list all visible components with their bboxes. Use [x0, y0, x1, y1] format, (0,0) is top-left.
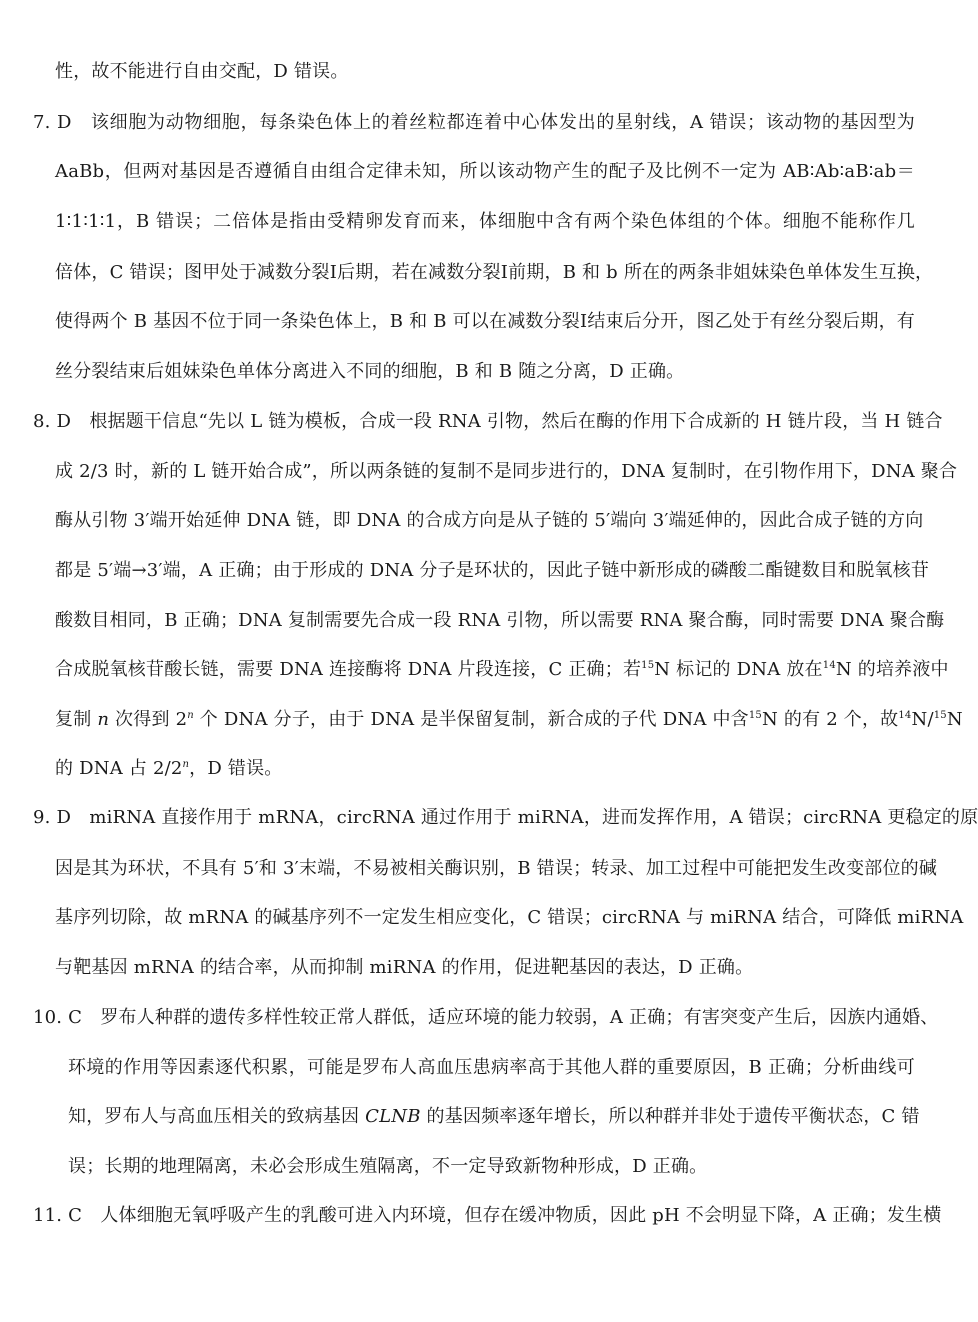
q10-line-1: 10. C 罗布人种群的遗传多样性较正常人群低，适应环境的能力较弱，A 正确；有害突变产生后，因族内通婚、 — [33, 1007, 939, 1028]
q8-line-6: 合成脱氧核苷酸长链，需要 DNA 连接酶将 DNA 片段连接，C 正确；若$^{15}$N 标记的 DNA 放在$^{14}$N 的培养液中 — [55, 659, 949, 680]
q8-line-5: 酸数目相同，B 正确；DNA 复制需要先合成一段 RNA 引物，所以需要 RNA 聚合酶，同时需要 DNA 聚合酶 — [55, 610, 945, 631]
q9-line-1: 9. D miRNA 直接作用于 mRNA，circRNA 通过作用于 miRNA，进而发挥作用，A 错误；circRNA 更稳定的原 — [33, 807, 978, 828]
q8-line-3: 酶从引物 3′端开始延伸 DNA 链，即 DNA 的合成方向是从子链的 5′端向 3′端延伸的，因此合成子链的方向 — [55, 510, 924, 531]
q7-line-1: 7. D 该细胞为动物细胞，每条染色体上的着丝粒都连着中心体发出的星射线，A 错误；该动物的基因型为 — [33, 112, 915, 133]
q10-line-2: 环境的作用等因素逐代积累，可能是罗布人高血压患病率高于其他人群的重要原因，B 正确；分析曲线可 — [68, 1057, 915, 1078]
q7-line-3: 1∶1∶1∶1，B 错误；二倍体是指由受精卵发育而来，体细胞中含有两个染色体组的个体。细胞不能称作几 — [55, 211, 915, 232]
q7-line-4: 倍体，C 错误；图甲处于减数分裂Ⅰ后期，若在减数分裂Ⅰ前期，B 和 b 所在的两条非姐妹染色单体发生互换， — [55, 262, 934, 283]
q7-line-5: 使得两个 B 基因不位于同一条染色体上，B 和 B 可以在减数分裂Ⅰ结束后分开，图乙处于有丝分裂后期，有 — [55, 311, 915, 332]
q8-line-8: 的 DNA 占 2/2$^n$，D 错误。 — [55, 758, 283, 779]
q8-line-2: 成 2/3 时，新的 L 链开始合成”，所以两条链的复制不是同步进行的，DNA 复制时，在引物作用下，DNA 聚合 — [55, 461, 958, 482]
q9-line-4: 与靶基因 mRNA 的结合率，从而抑制 miRNA 的作用，促进靶基因的表达，D 正确。 — [55, 957, 754, 978]
q7-line-6: 丝分裂结束后姐妹染色单体分离进入不同的细胞，B 和 B 随之分离，D 正确。 — [55, 361, 685, 382]
q8-line-1: 8. D 根据题干信息“先以 L 链为模板，合成一段 RNA 引物，然后在酶的作用下合成新的 H 链片段，当 H 链合 — [33, 411, 943, 432]
q11-line-1: 11. C 人体细胞无氧呼吸产生的乳酸可进入内环境，但存在缓冲物质，因此 pH 不会明显下降，A 正确；发生横 — [33, 1205, 942, 1226]
q10-line-3: 知，罗布人与高血压相关的致病基因 CLNB 的基因频率逐年增长，所以种群并非处于遗传平衡状态，C 错 — [68, 1106, 920, 1127]
q7-line-2: AaBb，但两对基因是否遵循自由组合定律未知，所以该动物产生的配子及比例不一定为 AB∶Ab∶aB∶ab＝ — [55, 161, 915, 182]
q10-line-4: 误；长期的地理隔离，未必会形成生殖隔离，不一定导致新物种形成，D 正确。 — [68, 1156, 708, 1177]
q9-line-2: 因是其为环状，不具有 5′和 3′末端，不易被相关酶识别，B 错误；转录、加工过程中可能把发生改变部位的碱 — [55, 858, 938, 879]
text-line: 性，故不能进行自由交配，D 错误。 — [55, 61, 349, 82]
q9-line-3: 基序列切除，故 mRNA 的碱基序列不一定发生相应变化，C 错误；circRNA 与 miRNA 结合，可降低 miRNA — [55, 907, 964, 928]
q8-line-4: 都是 5′端→3′端，A 正确；由于形成的 DNA 分子是环状的，因此子链中新形成的磷酸二酯键数目和脱氧核苷 — [55, 560, 930, 581]
q8-line-7: 复制 n 次得到 2$^n$ 个 DNA 分子，由于 DNA 是半保留复制，新合成的子代 DNA 中含$^{15}$N 的有 2 个，故$^{14}$N/$^{15}$N — [55, 709, 963, 730]
